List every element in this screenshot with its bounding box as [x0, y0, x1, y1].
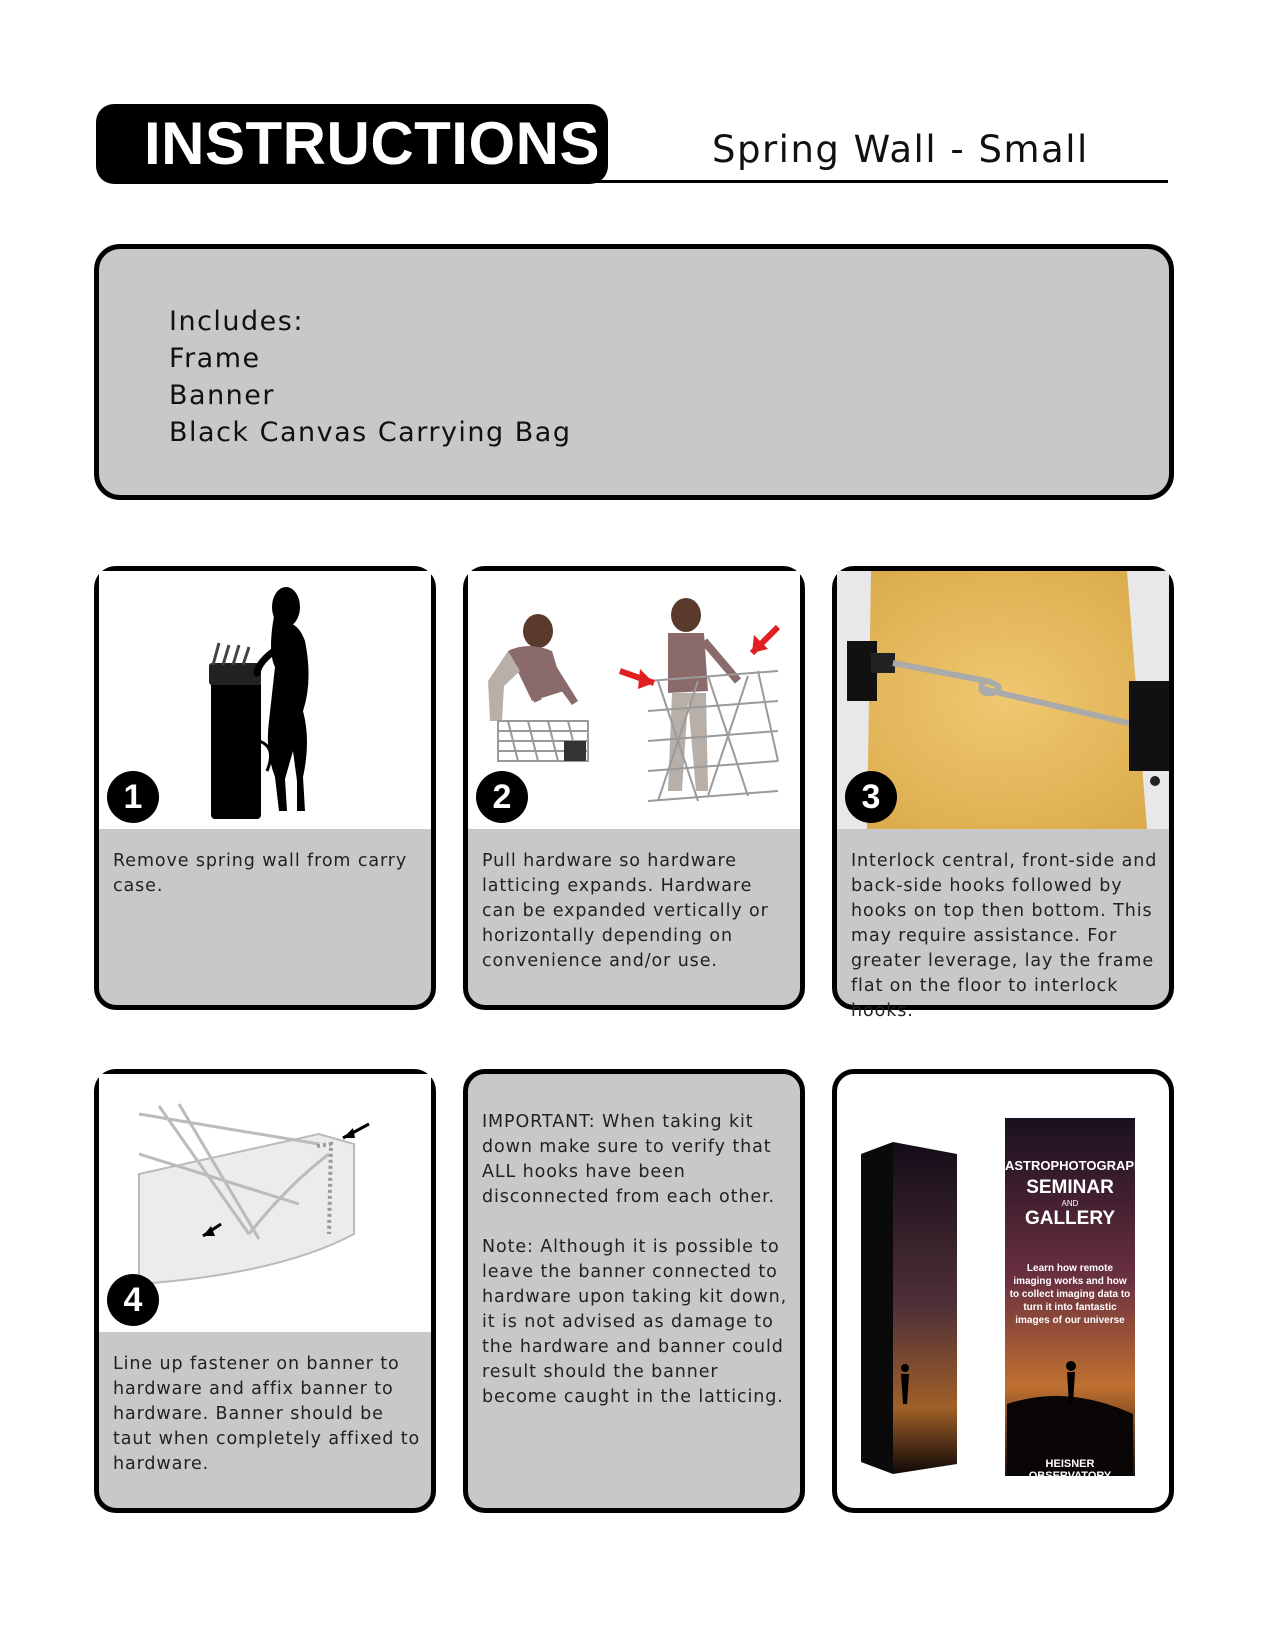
includes-item: Black Canvas Carrying Bag	[169, 417, 572, 448]
step-2-text: Pull hardware so hardware latticing expands. Hardware can be expanded vertically or horizontally depending on convenience and/or use.	[482, 851, 769, 971]
banner-line-2: SEMINAR	[1026, 1177, 1114, 1198]
includes-list	[169, 303, 571, 451]
step-1-illustration	[99, 571, 431, 829]
step-4-illustration	[99, 1074, 431, 1332]
page-title: INSTRUCTIONS	[144, 110, 600, 177]
includes-heading: Includes:	[169, 306, 304, 337]
banner-body: Learn how remote imaging works and how to collect imaging data to turn it into fantastic images of our universe	[1009, 1263, 1131, 1326]
notes-text	[482, 1110, 790, 1435]
page-subtitle: Spring Wall - Small	[712, 128, 1089, 171]
banner-footer: HEISNER OBSERVATORY	[1028, 1458, 1112, 1482]
includes-item: Frame	[169, 343, 261, 374]
header-title-pill	[96, 104, 608, 184]
notes-card	[463, 1069, 805, 1513]
step-number-badge: 3	[845, 771, 897, 823]
step-4-text: Line up fastener on banner to hardware and affix banner to hardware. Banner should be taut when completely affixed to hardware.	[113, 1354, 421, 1474]
includes-item: Banner	[169, 380, 276, 411]
general-note: Note: Although it is possible to leave the banner connected to hardware upon taking kit down, it is not advised as damage to the hardware and banner could result should the banner become caught in the latticing.	[482, 1237, 788, 1407]
step-1-text: Remove spring wall from carry case.	[113, 851, 408, 896]
banner-line-1: ASTROPHOTOGRAPHY	[1005, 1158, 1153, 1173]
banner-line-4: GALLERY	[1024, 1208, 1116, 1229]
step-number-badge: 1	[107, 771, 159, 823]
step-card-1	[94, 566, 436, 1010]
header-rule	[590, 180, 1168, 183]
banner-photo-card	[832, 1069, 1174, 1513]
step-card-3	[832, 566, 1174, 1021]
banner-line-3: AND	[1061, 1199, 1079, 1208]
step-number-badge: 2	[476, 771, 528, 823]
step-card-2	[463, 566, 805, 1010]
step-3-text: Interlock central, front-side and back-side hooks followed by hooks on top then bottom. This may require assistance. For greater leverage, lay the frame flat on the floor to interlock hooks.	[851, 851, 1158, 1021]
step-3-photo	[837, 571, 1169, 829]
step-number-badge: 4	[107, 1274, 159, 1326]
important-note: IMPORTANT: When taking kit down make sure to verify that ALL hooks have been disconnected from each other.	[482, 1112, 776, 1207]
step-card-4	[94, 1069, 436, 1513]
banner-text-block	[1005, 1158, 1153, 1327]
step-2-illustration	[468, 571, 800, 829]
includes-box	[94, 244, 1174, 500]
